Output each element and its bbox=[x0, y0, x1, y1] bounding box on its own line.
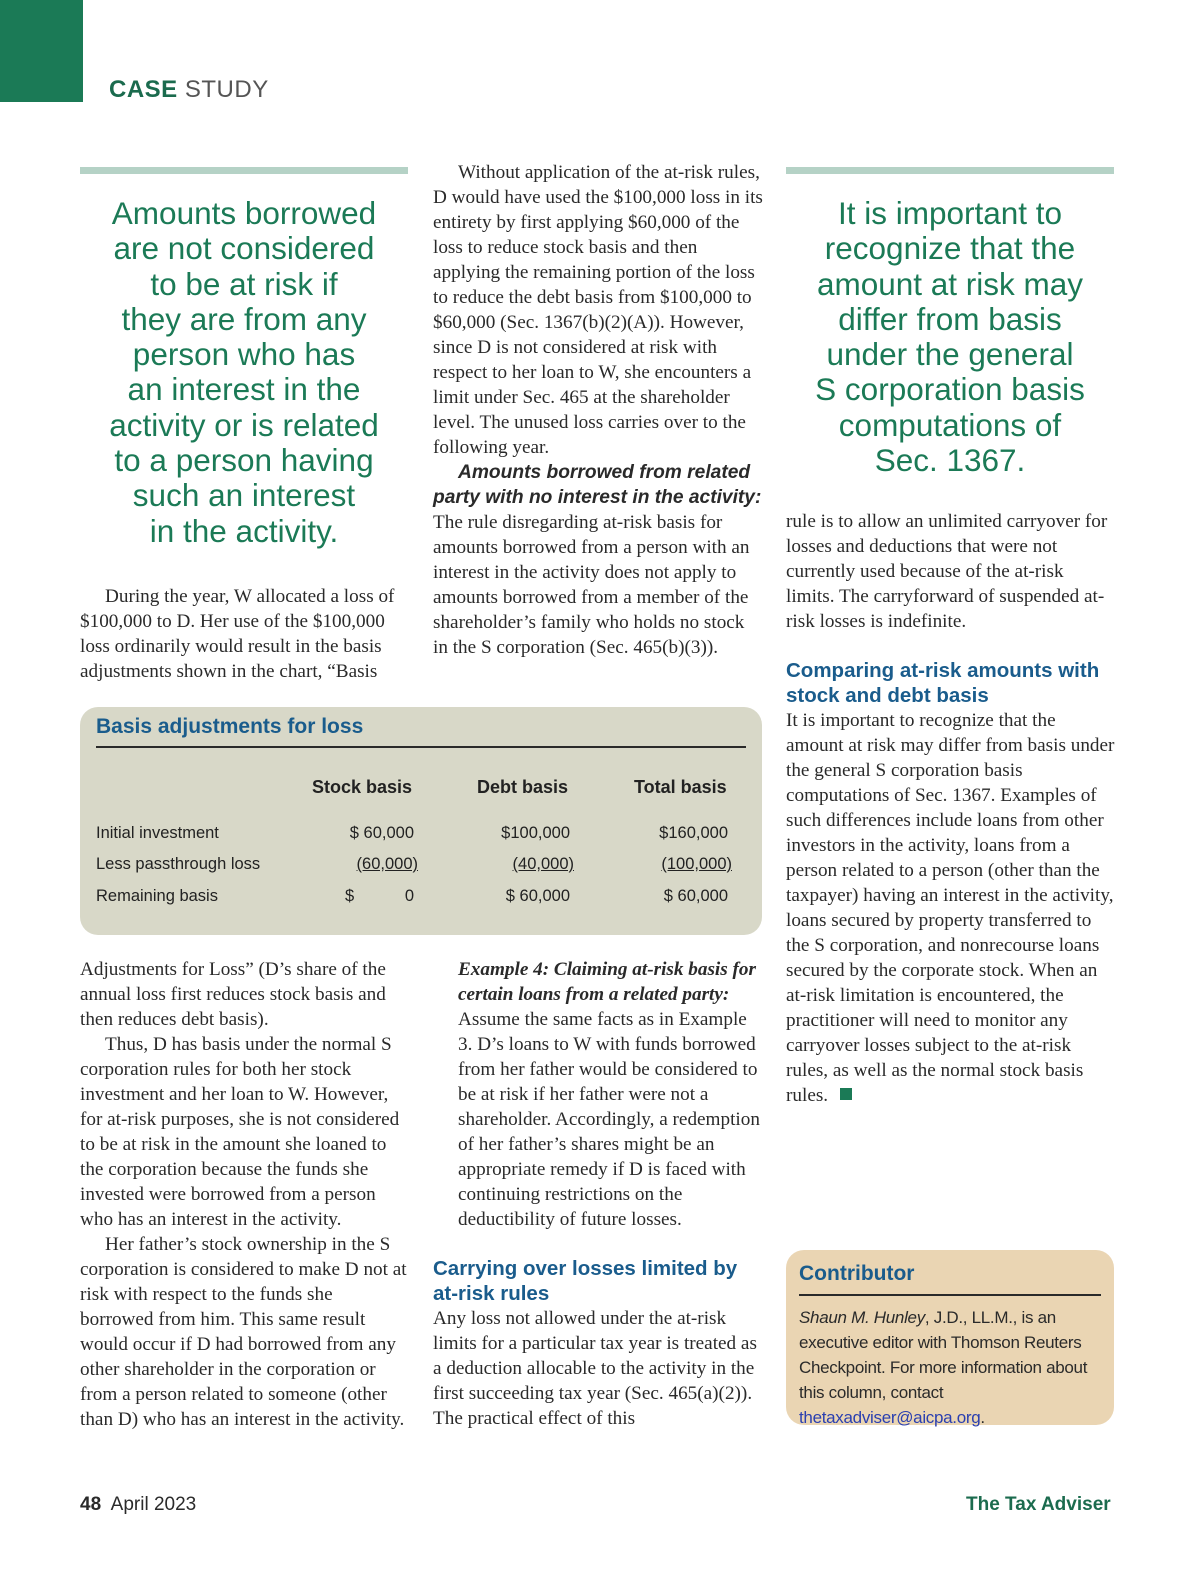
contributor-name: Shaun M. Hunley bbox=[799, 1308, 925, 1327]
row-label: Remaining basis bbox=[96, 887, 218, 905]
paragraph-text: It is important to recognize that the amount at risk may differ from basis under the general S corporation basis computations of Sec. 1367. Examples of such differences include loans from other investors in the activity, loans from a person related to a person (other than the taxpayer) having an interest in the activity, loans secured by property transferred to the S corporation, and nonrecourse loans secured by the corporate stock. When an at-risk limitation is encountered, the practitioner will need to monitor any carryover losses subject to the at-risk rules, as well as the normal stock basis rules. bbox=[786, 710, 1115, 1106]
pullquote-line: amount at risk may bbox=[816, 265, 1084, 302]
contact-email-link[interactable]: thetaxadviser@aicpa.org bbox=[799, 1408, 981, 1427]
pullquote-line: Amounts borrowed bbox=[111, 195, 377, 231]
pullquote-line: are not considered bbox=[113, 230, 375, 267]
pullquote-line: person who has bbox=[132, 336, 356, 373]
pullquote-line: computations of bbox=[838, 406, 1062, 443]
issue-date: April 2023 bbox=[110, 1494, 197, 1515]
pullquote-line: activity or is related bbox=[109, 406, 379, 443]
table-title: Basis adjustments for loss bbox=[96, 715, 364, 738]
period: . bbox=[980, 1408, 985, 1427]
cell-stock: (60,000) bbox=[356, 855, 418, 873]
contributor-bio-text: , J.D., LL.M., is an executive editor with Thomson Reuters Checkpoint. For more information about this column, contact bbox=[799, 1308, 1088, 1402]
cell-debt: (40,000) bbox=[512, 855, 574, 873]
footer-page-info bbox=[80, 1494, 196, 1516]
corner-color-block bbox=[0, 0, 83, 102]
pullquote-line: S corporation basis bbox=[815, 371, 1085, 408]
col1-top-text bbox=[80, 584, 410, 684]
example-4 bbox=[433, 957, 763, 1232]
example-heading: Example 4: Claiming at-risk basis for certain loans from a related party: bbox=[458, 959, 756, 1005]
column-header-debt: Debt basis bbox=[477, 777, 569, 797]
pullquote-line: to be at risk if bbox=[150, 265, 338, 302]
col2-section-text bbox=[433, 1306, 763, 1431]
publication-name: The Tax Adviser bbox=[966, 1494, 1111, 1515]
paragraph: Adjustments for Loss” (D’s share of the annual loss first reduces stock basis and then reduces debt basis). bbox=[80, 959, 386, 1030]
end-of-article-icon bbox=[840, 1088, 852, 1100]
contributor-title: Contributor bbox=[799, 1262, 915, 1285]
section-heading-carrying-over: Carrying over losses limited by at-risk rules bbox=[433, 1257, 738, 1305]
example-text: Assume the same facts as in Example 3. D’s loans to W with funds borrowed from her father would be considered to be at risk if her father were not a shareholder. Accordingly, a redemption of her father’s shares might be an appropriate remedy if D is faced with continuing restrictions on the deductibility of future losses. bbox=[458, 1009, 760, 1230]
cell-stock-prefix: $ bbox=[345, 887, 355, 905]
pullquote-line: in the activity. bbox=[149, 512, 339, 549]
cell-total: $ 60,000 bbox=[663, 887, 728, 905]
pullquote-line: Sec. 1367. bbox=[874, 442, 1026, 479]
cell-stock: 0 bbox=[404, 887, 414, 905]
pullquote-line: differ from basis bbox=[838, 300, 1062, 337]
row-label: Less passthrough loss bbox=[96, 855, 261, 873]
pullquote-line: to a person having bbox=[114, 442, 374, 479]
paragraph: Without application of the at-risk rules, D would have used the $100,000 loss in its entirety by first applying $60,000 of the loss to reduce stock basis and then applying the remaining portion of the loss to reduce the debt basis from $100,000 to $60,000 (Sec. 1367(b)(2)(A)). However, since D is not considered at risk with respect to her loan to W, she encounters a limit under Sec. 465 at the shareholder level. The unused loss carries over to the following year. bbox=[433, 162, 763, 458]
paragraph: Her father’s stock ownership in the S corporation is considered to make D not at risk with respect to the funds she borrowed from him. This same result would occur if D had borrowed from any other shareholder in the corporation or from a person related to someone (other than D) who has an interest in the activity. bbox=[80, 1234, 407, 1430]
inline-heading: Amounts borrowed from related party with no interest in the activity: bbox=[433, 462, 762, 508]
paragraph bbox=[786, 708, 1116, 1108]
cell-total: (100,000) bbox=[661, 855, 732, 873]
basis-adjustments-table bbox=[80, 707, 762, 935]
col2-top-text bbox=[433, 160, 763, 660]
cell-stock: $ 60,000 bbox=[349, 824, 414, 842]
section-heading-comparing: Comparing at-risk amounts with stock and debt basis bbox=[786, 659, 1100, 707]
page-number: 48 bbox=[80, 1494, 102, 1515]
col3-section-text bbox=[786, 708, 1116, 1108]
paragraph: rule is to allow an unlimited carryover for losses and deductions that were not currently used because of the at-risk limits. The carryforward of suspended at-risk losses is indefinite. bbox=[786, 511, 1108, 632]
pullquote-line: such an interest bbox=[132, 477, 356, 514]
paragraph: Thus, D has basis under the normal S corporation rules for both her stock investment and her loan to W. However, for at-risk purposes, she is not considered to be at risk in the amount she loaned to the corporation because the funds she invested were borrowed from a person who has an interest in the activity. bbox=[80, 1034, 400, 1230]
pullquote-right-rule bbox=[786, 167, 1114, 174]
column-header-total: Total basis bbox=[634, 777, 727, 797]
cell-debt: $100,000 bbox=[501, 824, 570, 842]
paragraph-related-party bbox=[433, 460, 763, 660]
col1-bottom-text bbox=[80, 957, 410, 1432]
pullquote-left-rule bbox=[80, 167, 408, 174]
pullquote-left bbox=[80, 196, 408, 549]
pullquote-right bbox=[786, 196, 1114, 478]
row-label: Initial investment bbox=[96, 824, 219, 842]
pullquote-line: an interest in the bbox=[127, 371, 361, 408]
pullquote-line: It is important to bbox=[837, 195, 1063, 231]
contributor-rule bbox=[799, 1294, 1101, 1296]
paragraph: During the year, W allocated a loss of $100,000 to D. Her use of the $100,000 loss ordinarily would result in the basis adjustments shown in the chart, “Basis bbox=[80, 586, 395, 682]
col3-top-text bbox=[786, 509, 1116, 634]
section-header: CASE STUDY bbox=[109, 76, 269, 103]
table-title-rule bbox=[96, 746, 746, 748]
cell-debt: $ 60,000 bbox=[505, 887, 570, 905]
pullquote-line: recognize that the bbox=[824, 230, 1076, 267]
contributor-bio bbox=[799, 1305, 1107, 1430]
pullquote-line: under the general bbox=[826, 336, 1074, 373]
contributor-box bbox=[786, 1250, 1114, 1425]
col2-bottom-text bbox=[433, 957, 763, 1232]
paragraph: Any loss not allowed under the at-risk limits for a particular tax year is treated as a deduction allocable to the activity in the first succeeding tax year (Sec. 465(a)(2)). The practical effect of this bbox=[433, 1308, 757, 1429]
paragraph-text: The rule disregarding at-risk basis for amounts borrowed from a person with an interest in the activity does not apply to amounts borrowed from a member of the shareholder’s family who holds no stock in the S corporation (Sec. 465(b)(3)). bbox=[433, 512, 750, 658]
pullquote-line: they are from any bbox=[121, 300, 367, 337]
cell-total: $160,000 bbox=[659, 824, 728, 842]
column-header-stock: Stock basis bbox=[312, 777, 413, 797]
